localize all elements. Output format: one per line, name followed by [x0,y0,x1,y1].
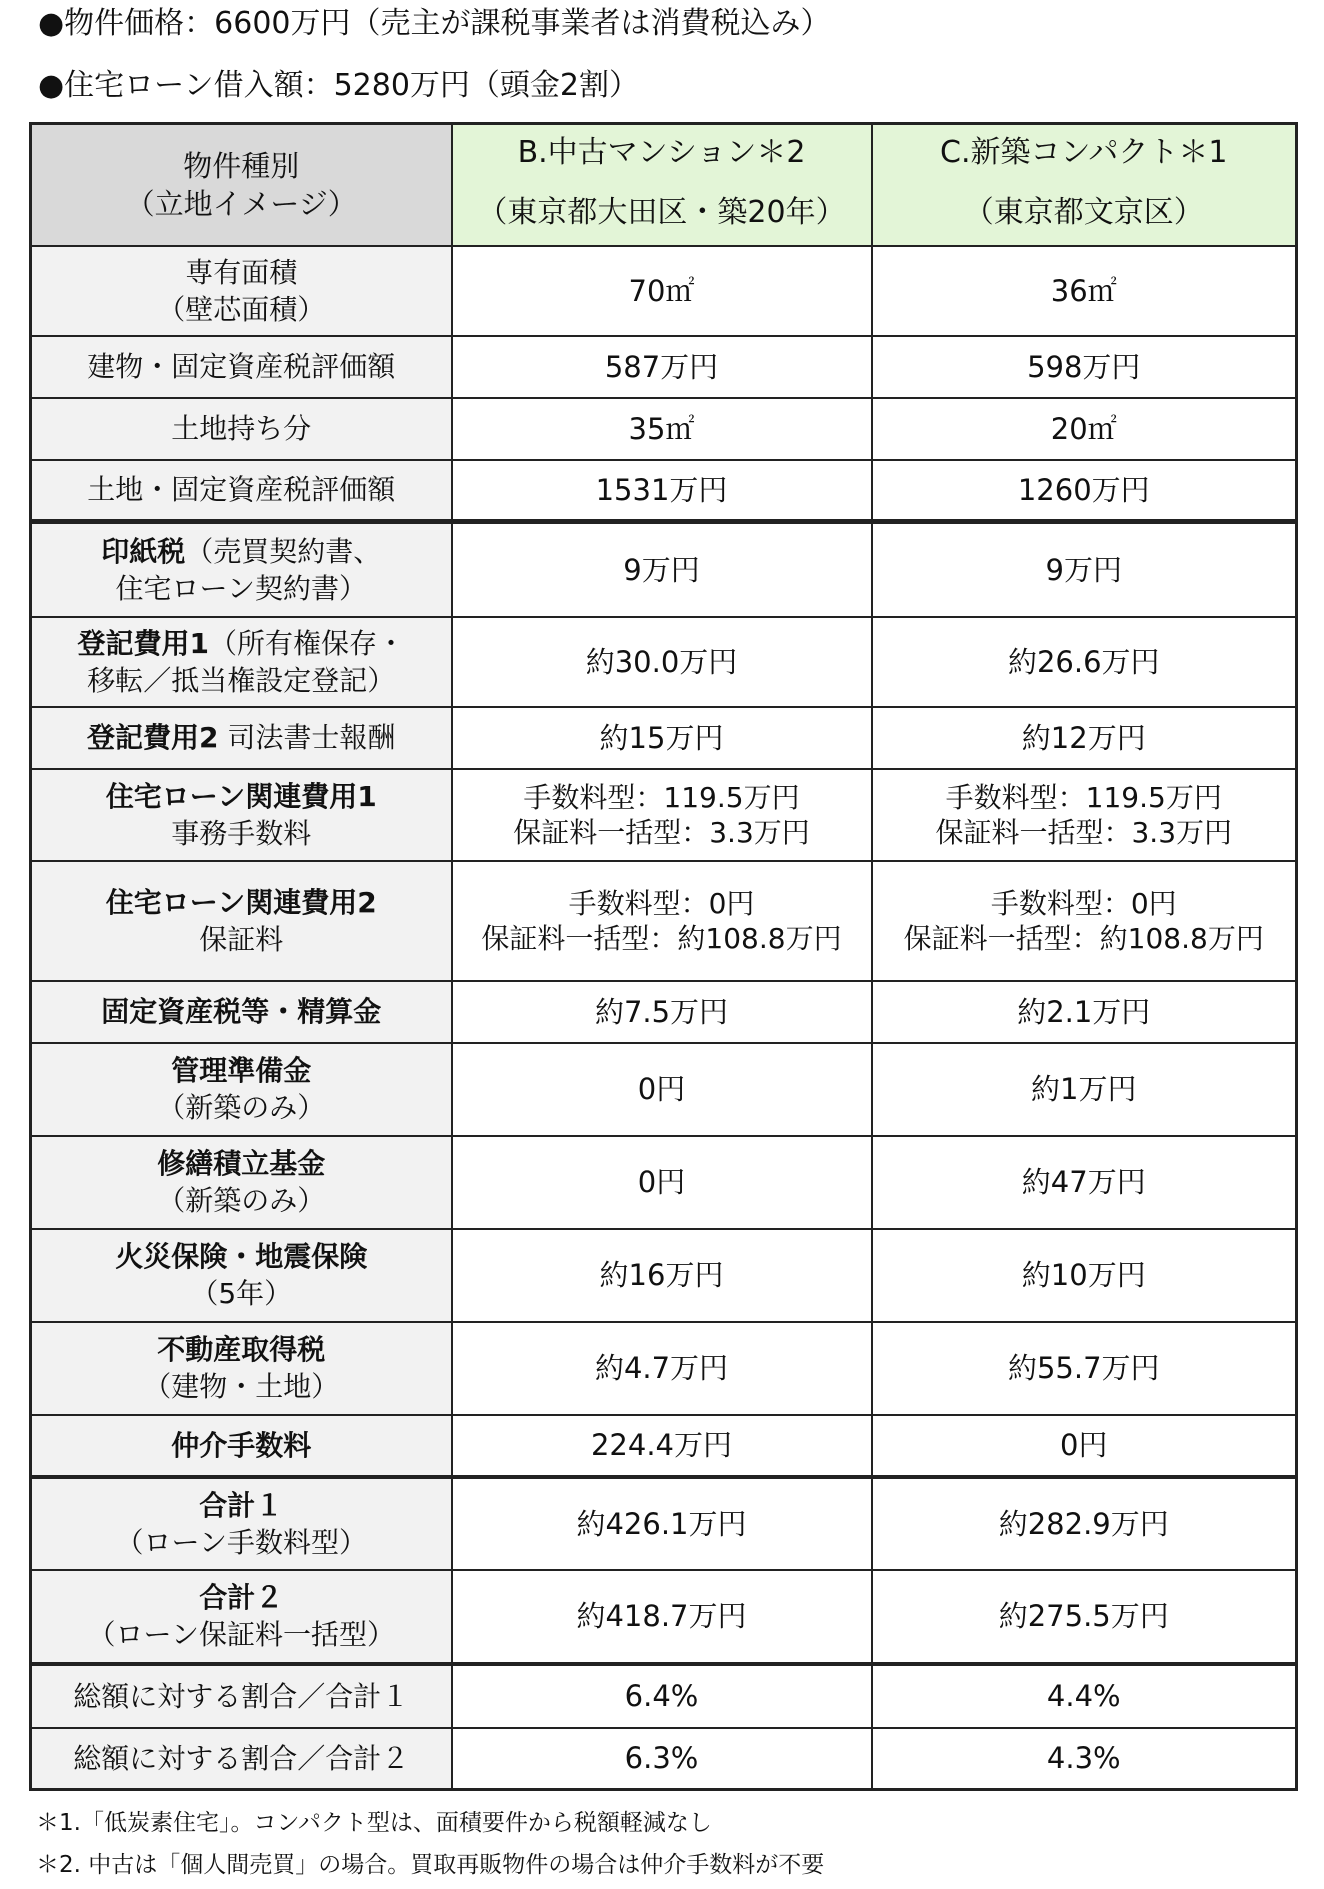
value-line: 保証料一括型：約108.8万円 [481,921,842,955]
cell-c-brokerage-fee: 0円 [872,1415,1297,1477]
header-col-c-location: （東京都文京区） [872,182,1297,246]
cell-b-floor-area: 70㎡ [452,246,872,336]
value-line: 保証料一括型：約108.8万円 [903,921,1264,955]
label-subline: （ローン保証料一括型） [87,1618,395,1651]
header-col-b-title: B.中古マンション＊2 [452,124,872,182]
cell-b-ratio-2: 6.3% [452,1728,872,1790]
cell-b-total-2: 約418.7万円 [452,1570,872,1664]
cell-b-insurance: 約16万円 [452,1229,872,1322]
label-bold: 住宅ローン関連費用1 [105,779,377,813]
row-label-ratio-1: 総額に対する割合／合計１ [31,1664,452,1728]
label-subline: （壁芯面積） [157,292,326,326]
cell-c-repair-fund: 約47万円 [872,1136,1297,1229]
row-label-insurance [31,1229,452,1322]
value-line: 保証料一括型：3.3万円 [513,815,810,849]
cell-b-registration-1: 約30.0万円 [452,617,872,707]
cell-b-tax-settlement: 約7.5万円 [452,981,872,1043]
cell-c-tax-settlement: 約2.1万円 [872,981,1297,1043]
row-label-total-1 [31,1477,452,1570]
row-label-tax-settlement: 固定資産税等・精算金 [31,981,452,1043]
cell-b-management-reserve: 0円 [452,1043,872,1136]
row-label-registration-2 [31,707,452,769]
cell-c-ratio-1: 4.4% [872,1664,1297,1728]
cell-b-total-1: 約426.1万円 [452,1477,872,1570]
cell-b-building-valuation: 587万円 [452,336,872,398]
label-bold: 火災保険・地震保険 [115,1240,368,1273]
value-line: 手数料型：119.5万円 [945,780,1222,814]
label-subline: （ローン手数料型） [115,1525,367,1559]
cell-c-registration-2: 約12万円 [872,707,1297,769]
cell-c-management-reserve: 約1万円 [872,1043,1297,1136]
label-bold: 合計１ [199,1488,284,1522]
label-line: （売買契約書、 [185,534,382,568]
row-label-total-2 [31,1570,452,1664]
header-label-line2: （立地イメージ） [125,186,357,221]
row-label-building-valuation: 建物・固定資産税評価額 [31,336,452,398]
cell-c-loan-cost-1 [872,769,1297,861]
label-bold: 住宅ローン関連費用2 [105,885,377,919]
label-line: （所有権保存・ [208,626,405,660]
cell-c-insurance: 約10万円 [872,1229,1297,1322]
label-subline: （新築のみ） [157,1184,326,1217]
cell-b-repair-fund: 0円 [452,1136,872,1229]
row-label-land-share: 土地持ち分 [31,398,452,460]
cell-b-stamp-tax: 9万円 [452,522,872,617]
row-label-ratio-2: 総額に対する割合／合計２ [31,1728,452,1790]
row-label-loan-cost-1 [31,769,452,861]
footnote-2: ＊2. 中古は「個人間売買」の場合。買取再販物件の場合は仲介手数料が不要 [36,1852,825,1878]
footnote-1: ＊1.「低炭素住宅」。コンパクト型は、面積要件から税額軽減なし [36,1810,712,1836]
value-line: 手数料型：119.5万円 [523,780,800,814]
header-col-b-location: （東京都大田区・築20年） [452,182,872,246]
cell-b-ratio-1: 6.4% [452,1664,872,1728]
row-label-stamp-tax [31,522,452,617]
label-subline: 事務手数料 [171,816,312,850]
row-label-loan-cost-2 [31,861,452,981]
cell-b-registration-2: 約15万円 [452,707,872,769]
label-bold: 印紙税 [101,534,186,568]
label-line: 専有面積 [185,255,298,289]
cell-b-brokerage-fee: 224.4万円 [452,1415,872,1477]
cell-b-loan-cost-1 [452,769,872,861]
label-bold: 不動産取得税 [157,1333,326,1366]
cell-b-loan-cost-2 [452,861,872,981]
row-label-land-valuation: 土地・固定資産税評価額 [31,460,452,522]
label-bold: 登記費用2 [87,721,219,754]
label-subline: （新築のみ） [157,1091,326,1124]
label-subline: 住宅ローン契約書） [115,571,367,605]
value-line: 手数料型：0円 [990,886,1177,920]
property-price-line: ●物件価格：6600万円（売主が課税事業者は消費税込み） [38,6,831,41]
row-label-acquisition-tax [31,1322,452,1415]
cell-c-building-valuation: 598万円 [872,336,1297,398]
value-line: 手数料型：0円 [568,886,755,920]
label-subline: 保証料 [199,922,284,956]
label-subline: （建物・土地） [143,1370,340,1403]
label-bold: 管理準備金 [171,1054,312,1087]
row-label-brokerage-fee: 仲介手数料 [31,1415,452,1477]
cell-c-total-2: 約275.5万円 [872,1570,1297,1664]
loan-amount-line: ●住宅ローン借入額：5280万円（頭金2割） [38,68,640,103]
row-label-registration-1 [31,617,452,707]
cell-c-loan-cost-2 [872,861,1297,981]
row-label-management-reserve [31,1043,452,1136]
header-property-type [31,124,452,246]
row-label-floor-area [31,246,452,336]
label-bold: 合計２ [199,1581,284,1614]
header-col-c-title: C.新築コンパクト＊1 [872,124,1297,182]
cost-comparison-table [29,122,1298,1791]
header-label-line1: 物件種別 [183,148,300,183]
row-label-repair-fund [31,1136,452,1229]
cell-c-floor-area: 36㎡ [872,246,1297,336]
cell-b-land-share: 35㎡ [452,398,872,460]
cell-b-acquisition-tax: 約4.7万円 [452,1322,872,1415]
cell-c-total-1: 約282.9万円 [872,1477,1297,1570]
label-bold: 修繕積立基金 [157,1147,326,1180]
cell-c-stamp-tax: 9万円 [872,522,1297,617]
cell-c-acquisition-tax: 約55.7万円 [872,1322,1297,1415]
cell-c-registration-1: 約26.6万円 [872,617,1297,707]
cell-c-land-valuation: 1260万円 [872,460,1297,522]
cell-c-land-share: 20㎡ [872,398,1297,460]
label-bold: 登記費用1 [77,626,209,660]
label-line: 司法書士報酬 [218,721,396,754]
value-line: 保証料一括型：3.3万円 [935,815,1233,849]
cell-b-land-valuation: 1531万円 [452,460,872,522]
label-subline: 移転／抵当権設定登記） [87,663,396,697]
label-subline: （5年） [190,1277,293,1310]
cell-c-ratio-2: 4.3% [872,1728,1297,1790]
